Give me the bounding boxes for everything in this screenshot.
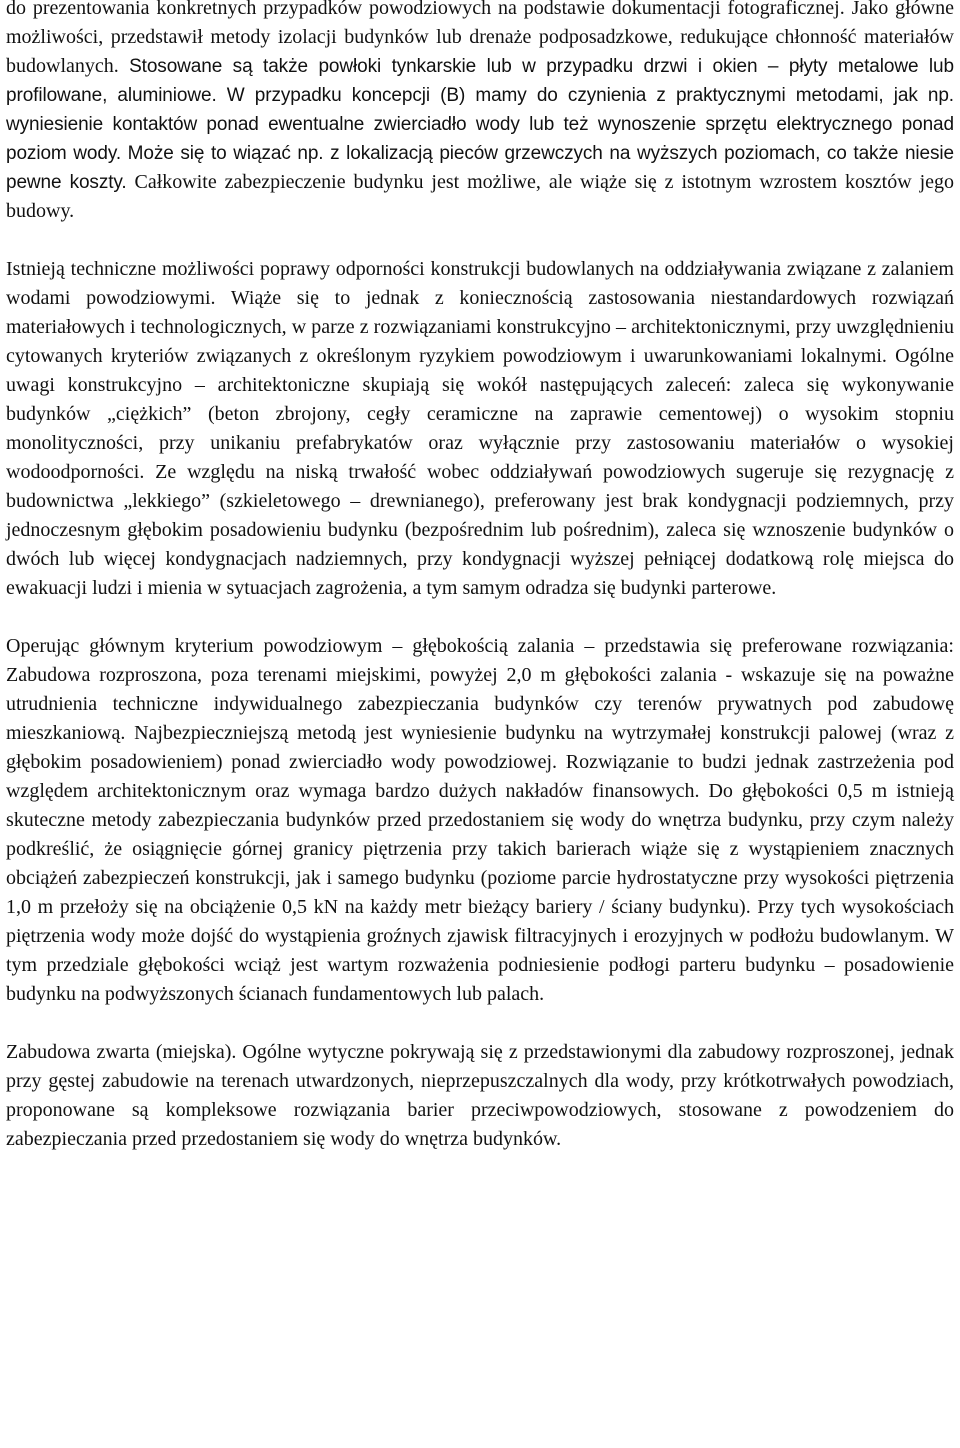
paragraph-flood-depth-criteria xyxy=(6,632,954,1009)
document-page xyxy=(6,0,954,1154)
paragraph-dense-urban-development xyxy=(6,1038,954,1154)
paragraph-gap xyxy=(6,603,954,632)
paragraph-gap xyxy=(6,1009,954,1038)
text-span: Operując głównym kryterium powodziowym – głębokością zalania – przedstawia się preferowane rozwiązania: Zabudowa rozproszona, poza terenami miejskimi, powyżej 2,0 m głębokości zalania - wskazuje się na poważne utrudnienia techniczne indywidualnego zabezpieczania budynków czy terenów prywatnych pod zabudowę mieszkaniową. Najbezpieczniejszą metodą jest wyniesienie budynku na wytrzymałej konstrukcji palowej (wraz z głębokim posadowieniem) ponad zwierciadło wody powodziowej. Rozwiązanie to budzi jednak zastrzeżenia pod względem architektonicznym oraz wymaga bardzo dużych nakładów finansowych. Do głębokości 0,5 m istnieją skuteczne metody zabezpieczania budynków przed przedostaniem się wody do wnętrza budynku, przy czym należy podkreślić, że osiągnięcie górnej granicy piętrzenia przy takich barierach wiąże się z wystąpieniem znacznych obciążeń zabezpieczeń konstrukcji, jak i samego budynku (poziome parcie hydrostatyczne przy wysokości piętrzenia 1,0 m przełoży się na obciążenie 0,5 kN na każdy metr bieżący bariery / ściany budynku). Przy tych wysokościach piętrzenia wody może dojść do wystąpienia groźnych zjawisk filtracyjnych i erozyjnych w podłożu budowlanym. W tym przedziale głębokości wciąż jest wartym rozważenia podniesienie podłogi parteru budynku – posadowienie budynku na podwyższonych ścianach fundamentowych lub palach. xyxy=(6,635,954,1005)
text-span: Całkowite zabezpieczenie budynku jest możliwe, ale wiąże się z istotnym wzrostem kosztów jego budowy. xyxy=(6,171,955,222)
text-span: do prezentowania konkretnych przypadków powodziowych na podstawie dokumentacji fotograficznej. Jako główne możliwości, przedstawił metody izolacji budynków lub drenaże podposadzkowe, redukujące chłonność materiałów budowlanych. xyxy=(6,0,954,77)
paragraph-gap xyxy=(6,226,954,255)
text-span: Stosowane są także powłoki tynkarskie lub w przypadku drzwi i okien – płyty metalowe lub profilowane, aluminiowe. W przypadku koncepcji (B) mamy do czynienia z praktycznymi metodami, jak np. wyniesienie kontaktów ponad ewentualne zwierciadło wody lub też wynoszenie sprzętu elektrycznego ponad poziom wody. Może się to wiązać np. z lokalizacją pieców grzewczych na wyższych poziomach, co także niesie pewne koszty. xyxy=(6,56,954,193)
paragraph-construction-recommendations xyxy=(6,255,954,603)
paragraph-flood-protection-concepts xyxy=(6,0,954,226)
text-span: Istnieją techniczne możliwości poprawy odporności konstrukcji budowlanych na oddziaływania związane z zalaniem wodami powodziowymi. Wiąże się to jednak z koniecznością zastosowania niestandardowych rozwiązań materiałowych i technologicznych, w parze z rozwiązaniami konstrukcyjno – architektonicznymi, przy uwzględnieniu cytowanych kryteriów związanych z określonym ryzykiem powodziowym i uwarunkowaniami lokalnymi. Ogólne uwagi konstrukcyjno – architektoniczne skupiają się wokół następujących zaleceń: zaleca się wykonywanie budynków „ciężkich” (beton zbrojony, cegły ceramiczne na zaprawie cementowej) o wysokim stopniu monolityczności, przy unikaniu prefabrykatów oraz wyłącznie przy zastosowaniu materiałów o wysokiej wodoodporności. Ze względu na niską trwałość wobec oddziaływań powodziowych sugeruje się rezygnację z budownictwa „lekkiego” (szkieletowego – drewnianego), preferowany jest brak kondygnacji podziemnych, przy jednoczesnym głębokim posadowieniu budynku (bezpośrednim lub pośrednim), zaleca się wznoszenie budynków o dwóch lub więcej kondygnacjach nadziemnych, przy kondygnacji wyższej pełniącej dodatkową rolę miejsca do ewakuacji ludzi i mienia w sytuacjach zagrożenia, a tym samym odradza się budynki parterowe. xyxy=(6,258,954,599)
text-span: Zabudowa zwarta (miejska). Ogólne wytyczne pokrywają się z przedstawionymi dla zabudowy rozproszonej, jednak przy gęstej zabudowie na terenach utwardzonych, nieprzepuszczalnych dla wody, przy krótkotrwałych powodziach, proponowane są kompleksowe rozwiązania barier przeciwpowodziowych, stosowane z powodzeniem do zabezpieczania przed przedostaniem się wody do wnętrza budynków. xyxy=(6,1041,954,1150)
